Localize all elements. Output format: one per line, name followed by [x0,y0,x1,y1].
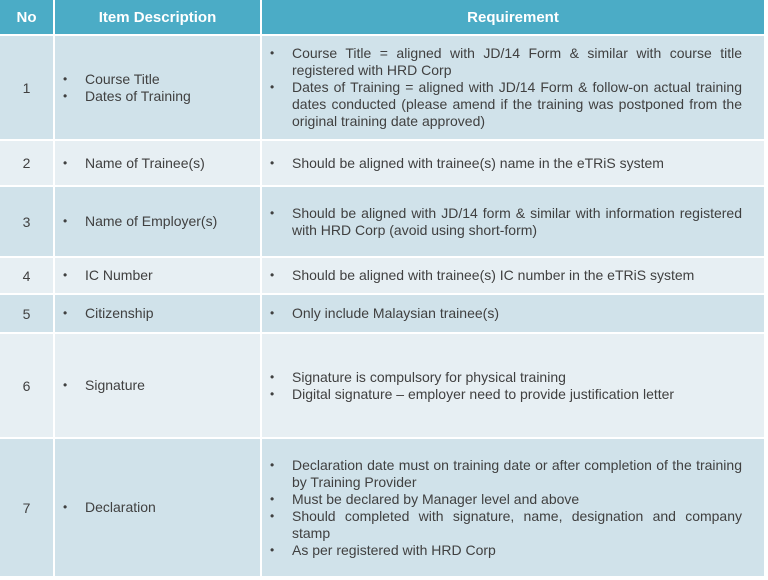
item-bullet: • Name of Employer(s) [85,213,260,230]
item-description-cell [55,439,262,578]
requirement-bullet: • Should be aligned with JD/14 form & similar with information registered with HRD Corp (avoid using short-form) [292,205,742,239]
row-number: 3 [0,187,55,258]
row-number: 4 [0,258,55,295]
row-number: 2 [0,141,55,187]
requirement-cell [262,36,766,141]
table-row [0,36,766,141]
header-no: No [0,0,55,36]
item-bullet: • Signature [85,377,260,394]
item-description-cell [55,141,262,187]
requirement-bullet: • Digital signature – employer need to provide justification letter [292,386,742,403]
table-row [0,439,766,578]
requirement-bullet: • Only include Malaysian trainee(s) [292,305,742,322]
table-row [0,141,766,187]
table-row [0,258,766,295]
requirement-cell [262,141,766,187]
requirement-bullet: • Must be declared by Manager level and above [292,491,742,508]
item-bullet: • Declaration [85,499,260,516]
requirement-bullet: • Course Title = aligned with JD/14 Form & similar with course title registered with HRD Corp [292,45,742,79]
item-bullet: • Course Title [85,71,260,88]
item-bullet: • Name of Trainee(s) [85,155,260,172]
item-description-cell [55,258,262,295]
requirement-bullet: • As per registered with HRD Corp [292,542,742,559]
header-item-description: Item Description [55,0,262,36]
item-description-cell [55,36,262,141]
requirement-cell [262,334,766,439]
requirement-bullet: • Signature is compulsory for physical training [292,369,742,386]
header-requirement: Requirement [262,0,766,36]
requirement-bullet: • Declaration date must on training date or after completion of the training by Training Provider [292,457,742,491]
item-bullet: • Dates of Training [85,88,260,105]
requirement-cell [262,439,766,578]
row-number: 5 [0,295,55,334]
row-number: 6 [0,334,55,439]
row-number: 1 [0,36,55,141]
requirement-bullet: • Dates of Training = aligned with JD/14 Form & follow-on actual training dates conducted (please amend if the training was postponed from the original training date approved) [292,79,742,130]
row-number: 7 [0,439,55,578]
requirement-bullet: • Should completed with signature, name, designation and company stamp [292,508,742,542]
item-description-cell [55,334,262,439]
requirement-bullet: • Should be aligned with trainee(s) IC number in the eTRiS system [292,267,742,284]
item-description-cell [55,187,262,258]
item-description-cell [55,295,262,334]
requirement-cell [262,187,766,258]
table-row [0,187,766,258]
requirement-cell [262,258,766,295]
table-row [0,334,766,439]
item-bullet: • IC Number [85,267,260,284]
requirement-cell [262,295,766,334]
item-bullet: • Citizenship [85,305,260,322]
table-row [0,295,766,334]
table-header-row [0,0,766,36]
requirement-bullet: • Should be aligned with trainee(s) name in the eTRiS system [292,155,742,172]
